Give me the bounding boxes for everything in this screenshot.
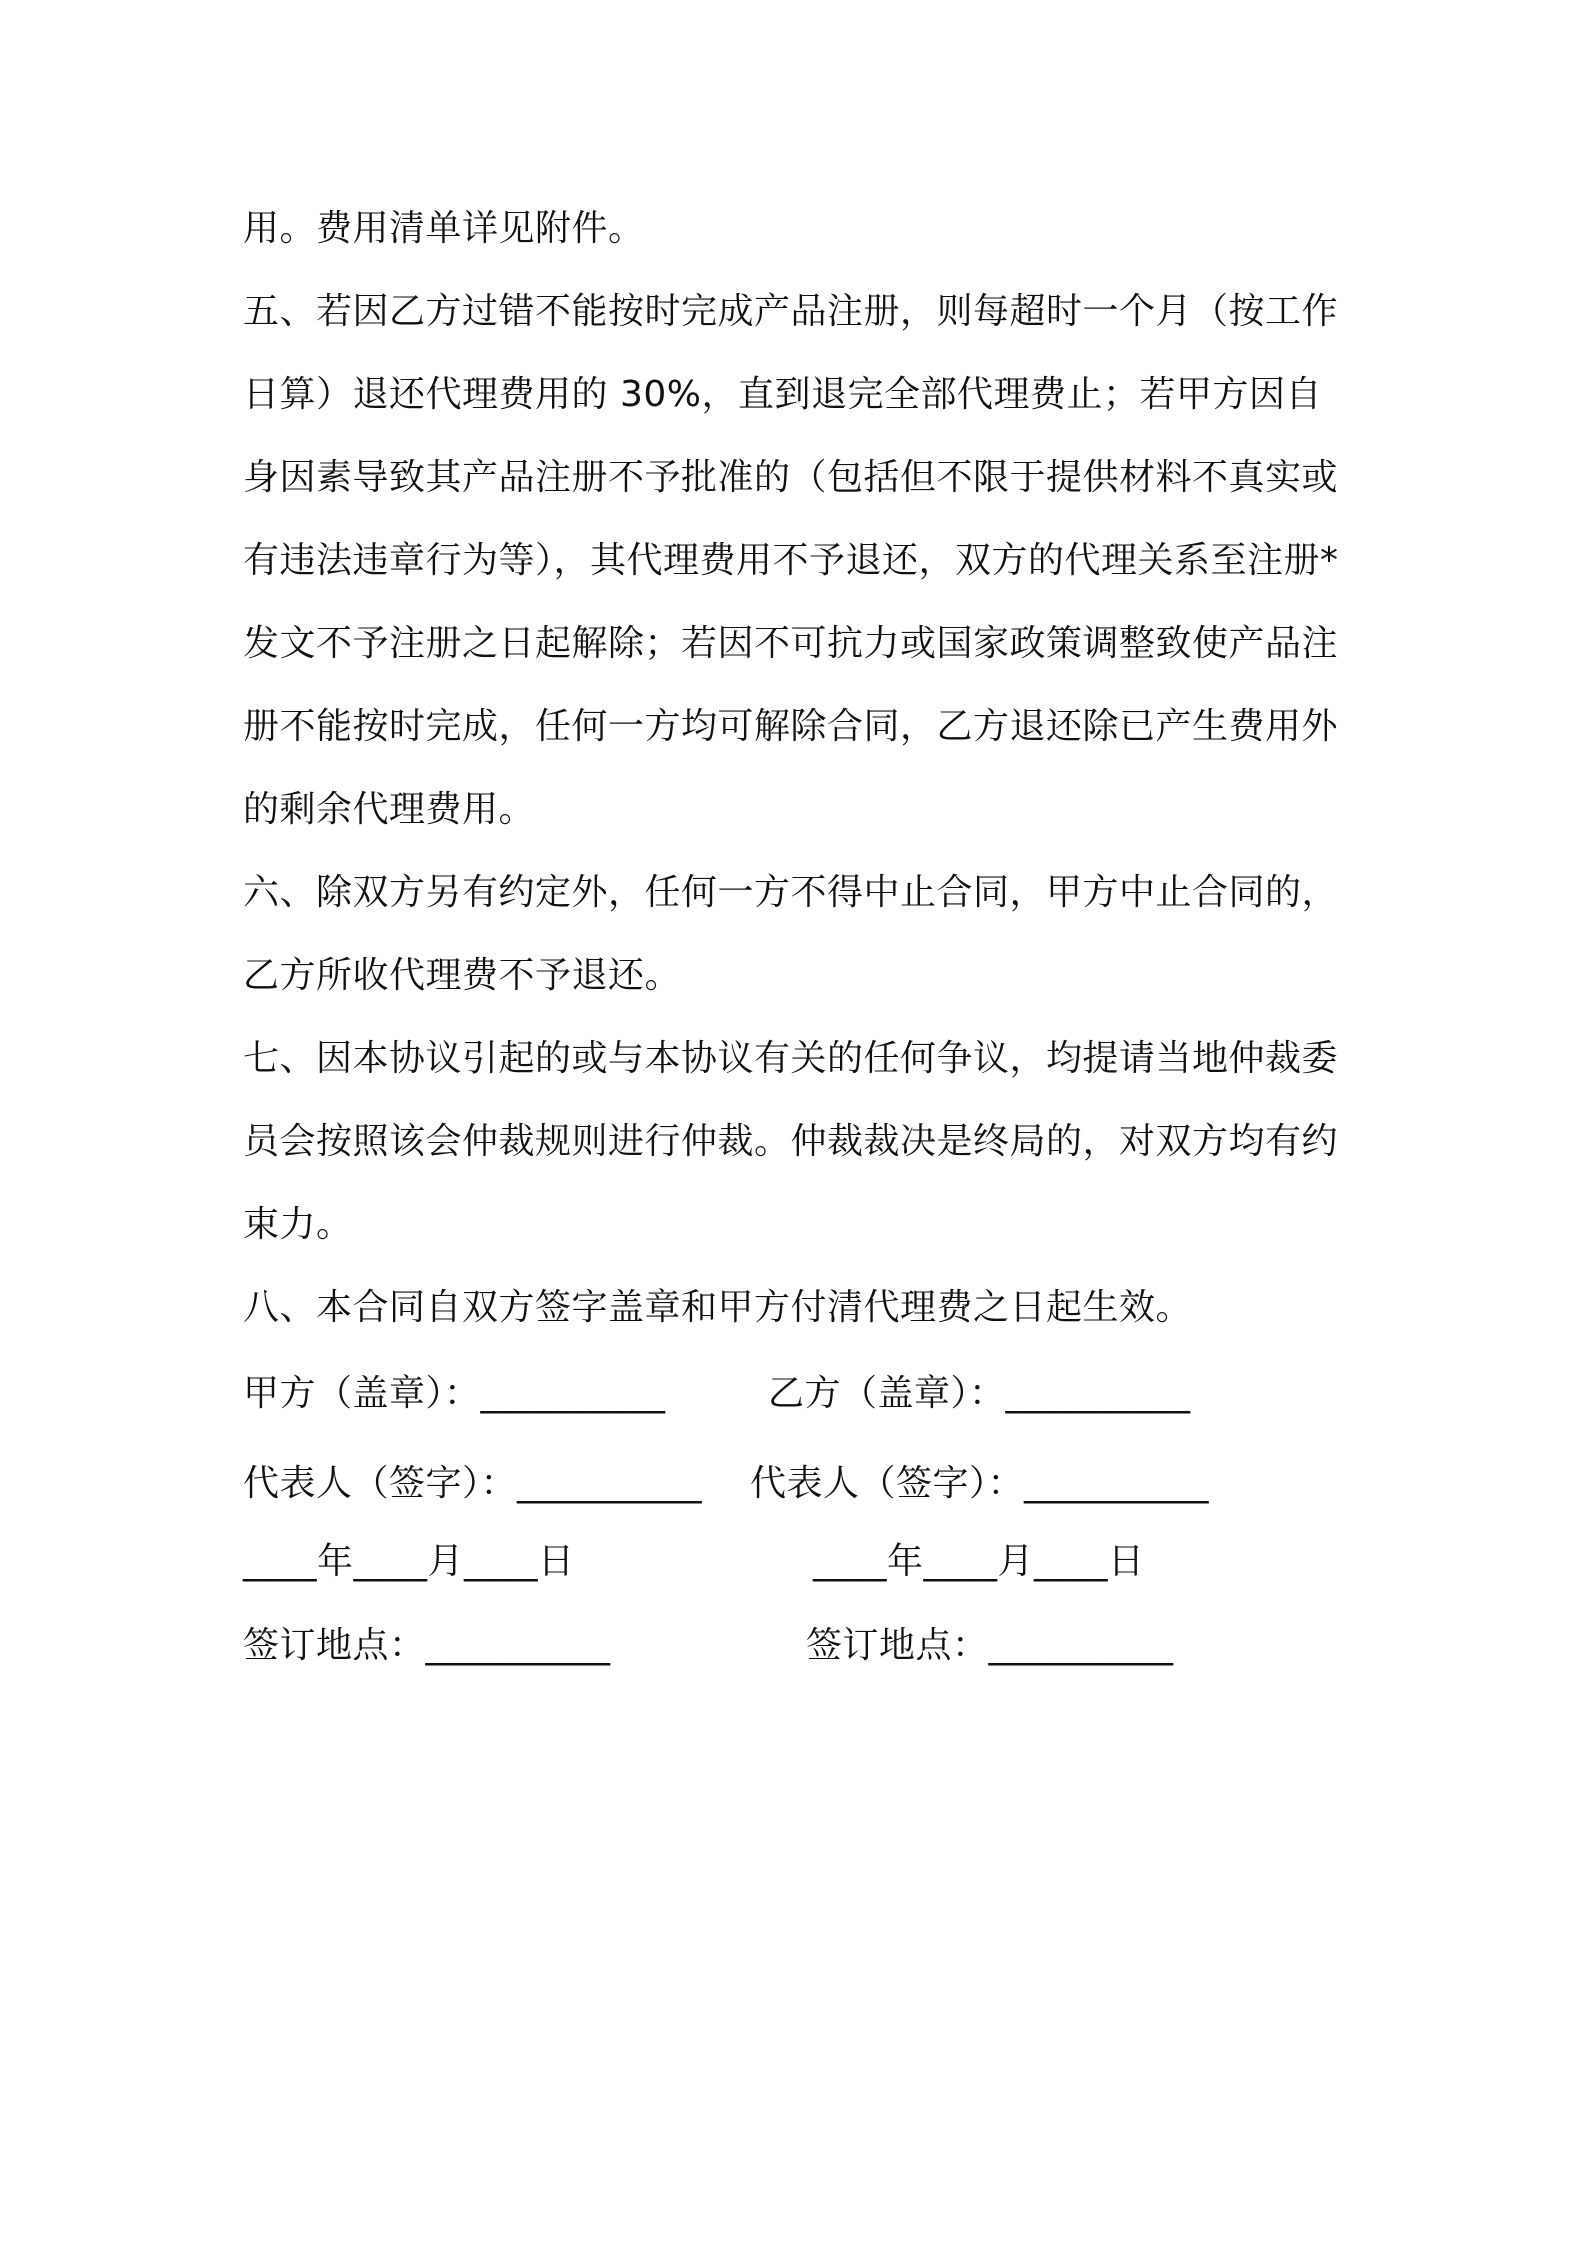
paragraph-line: 的剩余代理费用。 (243, 789, 536, 830)
paragraph-line: 乙方所收代理费不予退还。 (243, 955, 682, 996)
paragraph-line: 身因素导致其产品注册不予批准的（包括但不限于提供材料不真实或 (243, 457, 1339, 498)
paragraph-line: 册不能按时完成，任何一方均可解除合同，乙方退还除已产生费用外 (243, 706, 1339, 747)
party-b-representative: 代表人（签字）：__________ (750, 1463, 1210, 1504)
party-b-place: 签订地点：__________ (806, 1625, 1174, 1666)
party-a-place: 签订地点：__________ (243, 1625, 611, 1666)
paragraph-line: 员会按照该会仲裁规则进行仲裁。仲裁裁决是终局的，对双方均有约 (243, 1121, 1339, 1162)
paragraph-line: 五、若因乙方过错不能按时完成产品注册，则每超时一个月（按工作 (243, 291, 1339, 332)
paragraph-line: 发文不予注册之日起解除；若因不可抗力或国家政策调整致使产品注 (243, 623, 1339, 664)
party-a-representative: 代表人（签字）：__________ (243, 1463, 703, 1504)
paragraph-line: 用。费用清单详见附件。 (243, 208, 645, 249)
party-a-seal: 甲方（盖章）：__________ (243, 1373, 666, 1414)
party-b-date: ____年____月____日 (813, 1541, 1145, 1582)
paragraph-line: 日算）退还代理费用的 30%，直到退完全部代理费止；若甲方因自 (243, 374, 1322, 415)
paragraph-line: 有违法违章行为等），其代理费用不予退还，双方的代理关系至注册* (243, 540, 1339, 581)
paragraph-line: 束力。 (243, 1204, 353, 1245)
party-b-seal: 乙方（盖章）：__________ (768, 1373, 1191, 1414)
paragraph-line: 八、本合同自双方签字盖章和甲方付清代理费之日起生效。 (243, 1287, 1193, 1328)
paragraph-line: 六、除双方另有约定外，任何一方不得中止合同，甲方中止合同的， (243, 872, 1339, 913)
party-a-date: ____年____月____日 (243, 1541, 575, 1582)
paragraph-line: 七、因本协议引起的或与本协议有关的任何争议，均提请当地仲裁委 (243, 1038, 1339, 1079)
